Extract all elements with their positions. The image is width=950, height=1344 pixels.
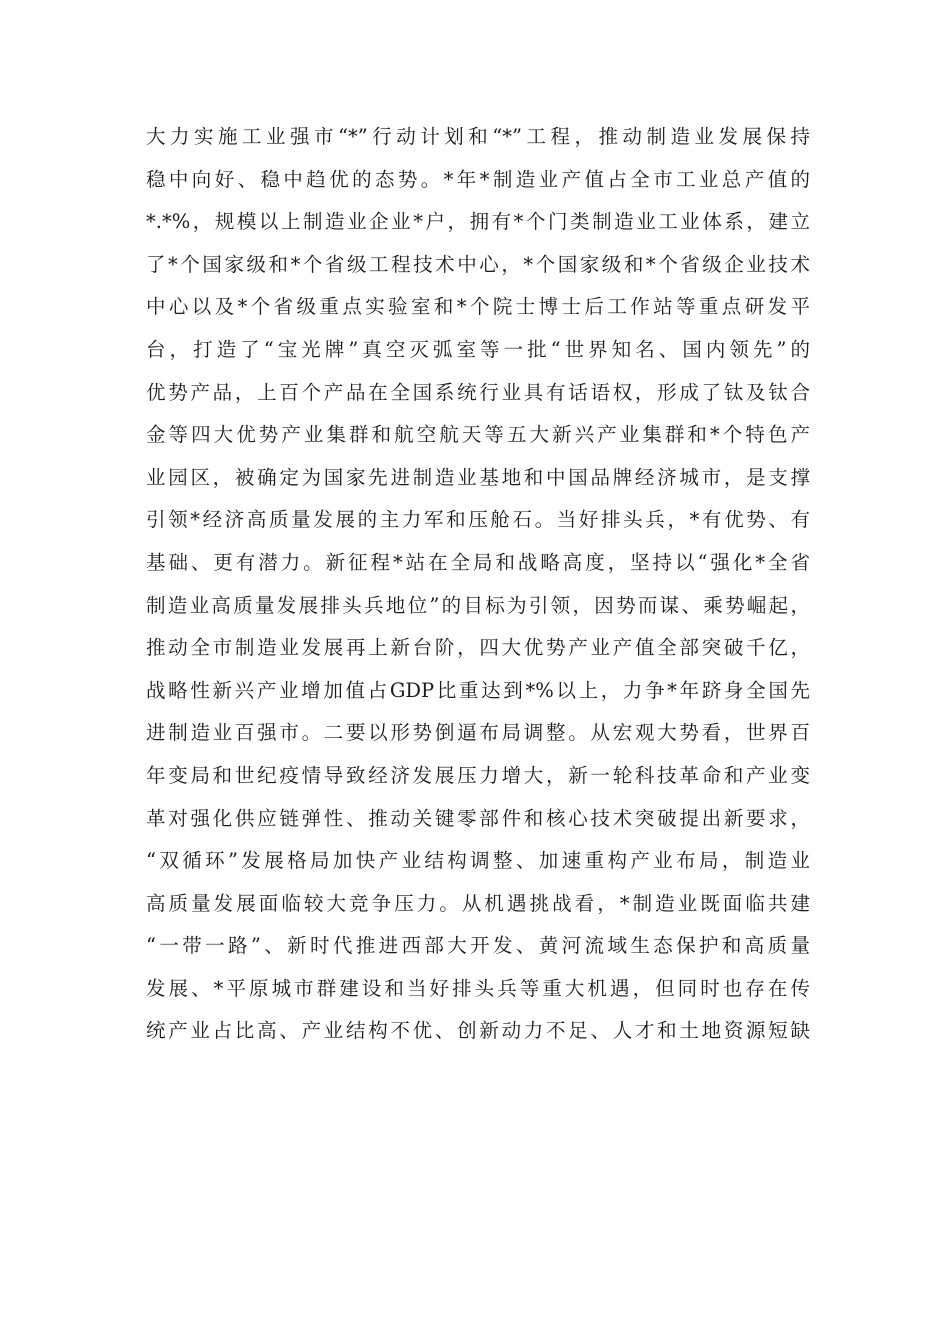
text-line: 引领*经济高质量发展的主力军和压舱石。当好排头兵，*有优势、有	[146, 508, 810, 532]
text-line: 金等四大优势产业集群和航空航天等五大新兴产业集群和*个特色产	[146, 423, 810, 447]
text-line: 革对强化供应链弹性、推动关键零部件和核心技术突破提出新要求，	[146, 806, 810, 830]
text-line: 优势产品，上百个产品在全国系统行业具有话语权，形成了钛及钛合	[146, 380, 810, 404]
text-line: 了*个国家级和*个省级工程技术中心，*个国家级和*个省级企业技术	[146, 252, 810, 276]
text-line: 中心以及*个省级重点实验室和*个院士博士后工作站等重点研发平	[146, 295, 810, 319]
text-line: 高质量发展面临较大竞争压力。从机遇挑战看，*制造业既面临共建	[146, 891, 810, 915]
text-line: 大力实施工业强市“*”行动计划和“*”工程，推动制造业发展保持	[146, 125, 810, 148]
text-line: 稳中向好、稳中趋优的态势。*年*制造业产值占全市工业总产值的	[146, 167, 810, 191]
text-line: 制造业高质量发展排头兵地位”的目标为引领，因势而谋、乘势崛起，	[146, 593, 810, 617]
text-line: 年变局和世纪疫情导致经济发展压力增大，新一轮科技革命和产业变	[146, 763, 810, 787]
text-line: 基础、更有潜力。新征程*站在全局和战略高度，坚持以“强化*全省	[146, 550, 810, 574]
body-text	[146, 116, 810, 1053]
text-line: 进制造业百强市。二要以形势倒逼布局调整。从宏观大势看，世界百	[146, 721, 810, 745]
text-line: 战略性新兴产业增加值占GDP比重达到*%以上，力争*年跻身全国先	[146, 678, 810, 702]
text-line: 推动全市制造业发展再上新台阶，四大优势产业产值全部突破千亿，	[146, 636, 810, 660]
text-line: 台，打造了“宝光牌”真空灭弧室等一批“世界知名、国内领先”的	[146, 337, 810, 361]
text-line: 业园区，被确定为国家先进制造业基地和中国品牌经济城市，是支撑	[146, 465, 810, 489]
text-line: “双循环”发展格局加快产业结构调整、加速重构产业布局，制造业	[146, 849, 810, 873]
text-line: *.*%，规模以上制造业企业*户，拥有*个门类制造业工业体系，建立	[146, 210, 810, 234]
text-line: 发展、*平原城市群建设和当好排头兵等重大机遇，但同时也存在传	[146, 976, 810, 1000]
text-line: 统产业占比高、产业结构不优、创新动力不足、人才和土地资源短缺	[146, 1019, 810, 1043]
text-line: “一带一路”、新时代推进西部大开发、黄河流域生态保护和高质量	[146, 934, 810, 958]
